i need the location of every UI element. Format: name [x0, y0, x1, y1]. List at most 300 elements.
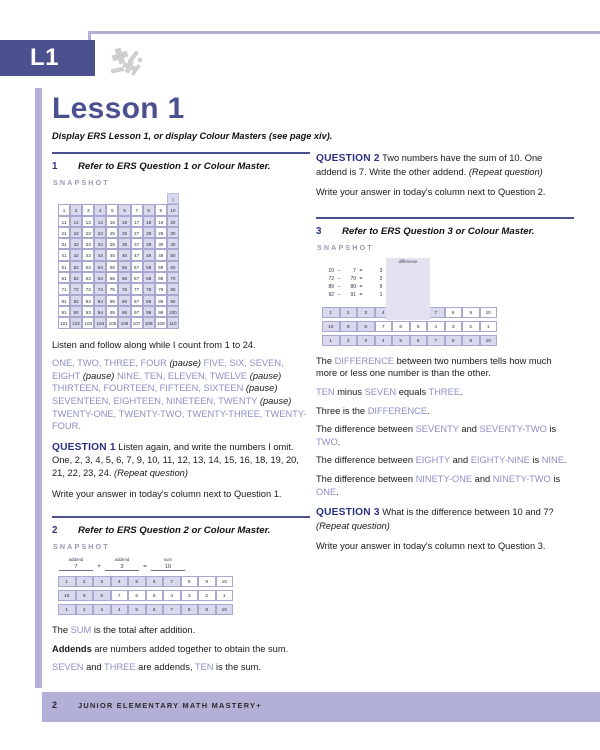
chart-spacer: [58, 193, 167, 204]
top-rule: [88, 31, 600, 34]
strip-cell: 5: [128, 604, 146, 615]
addend-2-value: 3: [105, 564, 139, 572]
snapshot-label-2: SNAPSHOT: [53, 542, 110, 552]
minus-operator: –: [337, 267, 341, 274]
text-run: .: [336, 486, 339, 497]
difference-row: [322, 267, 430, 275]
sum-definition-pre: The: [52, 625, 71, 636]
count-instruction: Listen and follow along while I count from 1 to 24.: [52, 339, 256, 350]
strip-cell: 8: [181, 604, 199, 615]
chart-cell: 14: [94, 216, 106, 227]
text-run: and: [472, 473, 493, 484]
text-run: .: [460, 386, 463, 397]
chart-row: [58, 249, 310, 260]
page-title: Lesson 1: [52, 92, 185, 125]
chart-cell: 109: [155, 317, 167, 328]
text-run: EIGHTY: [415, 455, 451, 466]
minuend: 72: [328, 275, 334, 282]
strip-cell: 6: [146, 576, 164, 587]
text-run: (pause): [169, 358, 204, 369]
footer-notch: [0, 692, 42, 722]
addend-1-label: addend: [68, 557, 84, 563]
strip-cell: 8: [181, 576, 199, 587]
chart-cell: 23: [82, 227, 94, 238]
text-run: ONE, TWO, THREE, FOUR: [52, 358, 170, 369]
chart-cell: 4: [94, 204, 106, 215]
strip-cell: 1: [322, 307, 340, 318]
math-symbols-icon: [103, 40, 151, 86]
hundred-chart: [58, 193, 310, 329]
question-1-repeat: (Repeat question): [114, 467, 188, 478]
text-run: (pause): [82, 370, 117, 381]
chart-cell: 29: [155, 227, 167, 238]
section-rule-2: [52, 516, 310, 518]
text-run: DIFFERENCE: [334, 355, 395, 366]
strip-cell: 1: [58, 604, 76, 615]
lesson-badge-label: L1: [30, 44, 60, 71]
left-accent-bar: [35, 88, 42, 688]
minus-operator: –: [337, 275, 341, 282]
chart-cell: 33: [82, 238, 94, 249]
addends-term: Addends: [52, 643, 92, 654]
strip-cell: 9: [198, 604, 216, 615]
strip-cell: 9: [340, 321, 358, 332]
chart-cell: 107: [131, 317, 143, 328]
chart-cell: 60: [167, 261, 179, 272]
chart-cell: 82: [70, 295, 82, 306]
chart-cell: 50: [167, 249, 179, 260]
strip-cell: 6: [146, 604, 164, 615]
chart-cell: 68: [143, 272, 155, 283]
sum-value: 10: [151, 564, 185, 572]
difference-value: 3: [379, 267, 383, 274]
text-run: THREE: [428, 386, 461, 397]
strip-cell: 8: [445, 307, 463, 318]
question-1-block: [52, 441, 310, 480]
chart-cell: 47: [131, 249, 143, 260]
chart-cell: 78: [143, 283, 155, 294]
sum-term: SUM: [70, 625, 92, 636]
chart-row: [58, 306, 310, 317]
strip-cell: 6: [392, 321, 410, 332]
strip-cell: 4: [375, 335, 393, 346]
chart-cell: 36: [118, 238, 130, 249]
text-run: minus: [334, 386, 365, 397]
chart-cell: 2: [70, 204, 82, 215]
chart-cell: 57: [131, 261, 143, 272]
strip-cell: 4: [375, 307, 393, 318]
text-run: (pause): [245, 383, 278, 394]
chart-row: [58, 261, 310, 272]
chart-cell: 72: [70, 283, 82, 294]
chart-cell: 19: [155, 216, 167, 227]
right-column: [316, 152, 574, 561]
strip-cell: 2: [340, 335, 358, 346]
minuend: 89: [328, 283, 334, 290]
chart-cell: 70: [167, 272, 179, 283]
sum-definition-post: is the total after addition.: [91, 625, 196, 636]
strip-cell: 3: [93, 576, 111, 587]
strip-cell: 10: [480, 307, 498, 318]
question-2-repeat: (Repeat question): [468, 166, 543, 177]
chart-cell: 17: [131, 216, 143, 227]
chart-cell: 63: [82, 272, 94, 283]
left-column: [52, 152, 310, 682]
number-strips-left: [52, 576, 310, 615]
addends-example: [52, 661, 310, 674]
text-run: The: [316, 355, 335, 366]
text-run: NINETY-ONE: [415, 473, 473, 484]
question-2-text: Two numbers have the sum of 10. One addend is 7. Write the other addend.: [316, 153, 543, 177]
chart-cell: 93: [82, 306, 94, 317]
text-run: is: [550, 473, 561, 484]
strip-cell: 7: [427, 307, 445, 318]
line-three-is-difference: [316, 405, 574, 418]
chart-cell: 71: [58, 283, 70, 294]
difference-row: [322, 275, 430, 283]
question-3-block: [316, 506, 574, 532]
chart-cell: 59: [155, 261, 167, 272]
text-run: and: [450, 455, 471, 466]
text-run: TEN: [316, 386, 335, 397]
chart-cell: 92: [70, 306, 82, 317]
chart-cell: 76: [118, 283, 130, 294]
strip-cell: 4: [163, 590, 181, 601]
strip-cell: 4: [427, 321, 445, 332]
chart-row: [58, 227, 310, 238]
chart-top-row: [58, 193, 310, 204]
chart-cell: 88: [143, 295, 155, 306]
subtrahend: 91: [350, 291, 356, 298]
chart-cell: 26: [118, 227, 130, 238]
chart-cell: 39: [155, 238, 167, 249]
strip-cell: 2: [198, 590, 216, 601]
sum-definition: [52, 624, 310, 637]
chart-cell: 30: [167, 227, 179, 238]
chart-cell: 101: [58, 317, 70, 328]
equals-operator: =: [359, 291, 363, 298]
chart-cell: 75: [106, 283, 118, 294]
text-run: THREE: [104, 662, 136, 673]
sum: [150, 557, 186, 571]
chart-cell: 56: [118, 261, 130, 272]
question-2-block: [316, 152, 574, 178]
strip-cell: 1: [58, 576, 76, 587]
strip-cell: 2: [76, 576, 94, 587]
chart-cell: 81: [58, 295, 70, 306]
chart-cell: 5: [106, 204, 118, 215]
question-1-answer-line: Write your answer in today's column next to Question 1.: [52, 488, 282, 499]
chart-cell: 80: [167, 283, 179, 294]
text-run: EIGHTY-NINE: [470, 455, 530, 466]
strip-cell: 10: [322, 321, 340, 332]
chart-cell: 41: [58, 249, 70, 260]
chart-cell: 44: [94, 249, 106, 260]
addend-2: [104, 557, 140, 571]
item-2-number: 2: [52, 525, 58, 537]
chart-cell: 69: [155, 272, 167, 283]
strip-cell: 7: [375, 321, 393, 332]
text-run: FIVE, SIX, SEVEN, EIGHT: [52, 358, 284, 381]
chart-cell: 58: [143, 261, 155, 272]
question-2-label: QUESTION 2: [316, 153, 380, 164]
chart-cell: 87: [131, 295, 143, 306]
difference-table: [322, 258, 430, 299]
chart-cell: 91: [58, 306, 70, 317]
text-run: SEVENTY: [415, 424, 459, 435]
minuend: 10: [328, 267, 334, 274]
equals-operator: =: [359, 275, 363, 282]
strip-cell: 9: [198, 576, 216, 587]
chart-cell: 9: [155, 204, 167, 215]
subtrahend: 80: [350, 283, 356, 290]
strip-cell: 1: [322, 335, 340, 346]
chart-cell: 22: [70, 227, 82, 238]
chart-cell: 10: [167, 204, 179, 215]
chart-cell: 24: [94, 227, 106, 238]
equals-operator: =: [359, 267, 363, 274]
section-rule: [52, 152, 310, 154]
text-run: .: [563, 455, 567, 466]
operator-equals: =: [143, 564, 147, 571]
number-strip: [58, 590, 310, 601]
minus-operator: –: [337, 291, 341, 298]
item-3-heading: [316, 226, 574, 237]
line-eighty: [316, 454, 574, 467]
strip-cell: 7: [163, 604, 181, 615]
chart-cell: 105: [106, 317, 118, 328]
strip-cell: 9: [76, 590, 94, 601]
spacer: [52, 508, 310, 516]
chart-cell: 43: [82, 249, 94, 260]
number-strip: [322, 321, 574, 332]
strip-cell: 2: [462, 321, 480, 332]
text-run: and: [458, 424, 480, 435]
page-number: 2: [52, 700, 58, 710]
text-run: equals: [396, 386, 429, 397]
chart-cell: 89: [155, 295, 167, 306]
strip-cell: 10: [480, 335, 498, 346]
chart-cell: 51: [58, 261, 70, 272]
chart-cell: 55: [106, 261, 118, 272]
chart-cell: 90: [167, 295, 179, 306]
addend-1: [58, 557, 94, 571]
item-3-number: 3: [316, 225, 322, 237]
chart-cell: 16: [118, 216, 130, 227]
subtrahend: 70: [350, 275, 356, 282]
item-3-reference: Refer to ERS Question 3 or Colour Master.: [342, 225, 535, 237]
strip-cell: 7: [111, 590, 129, 601]
text-run: .: [337, 436, 341, 447]
sum-label: sum: [163, 557, 173, 563]
minus-operator: –: [337, 283, 341, 290]
strip-cell: 10: [216, 604, 234, 615]
chart-cell: 103: [82, 317, 94, 328]
item-2-heading: [52, 525, 310, 536]
chart-cell: 53: [82, 261, 94, 272]
count-sequence: [52, 357, 310, 433]
chart-cell: 104: [94, 317, 106, 328]
text-run: between two numbers tells how much more or less one number is than the other.: [316, 355, 552, 379]
text-run: (pause): [249, 370, 282, 381]
chart-cell: 13: [82, 216, 94, 227]
strip-cell: 7: [163, 576, 181, 587]
chart-cell: 54: [94, 261, 106, 272]
strip-cell: 8: [445, 335, 463, 346]
chart-cell: 106: [118, 317, 130, 328]
snapshot-label-3: SNAPSHOT: [317, 242, 374, 252]
display-instruction: Display ERS Lesson 1, or display Colour Masters (see page xiv).: [52, 131, 333, 141]
item-1-number: 1: [52, 161, 58, 172]
strip-cell: 5: [128, 576, 146, 587]
text-run: TWENTY-ONE, TWENTY-TWO, TWENTY-THREE, TWENTY-FOUR.: [52, 408, 307, 432]
text-run: NINE: [541, 455, 564, 466]
question-3-text: What is the difference between 10 and 7?: [382, 507, 554, 518]
chart-cell: 52: [70, 261, 82, 272]
question-2-answer-line: Write your answer in today's column next to Question 2.: [316, 187, 546, 198]
strip-cell: 5: [392, 335, 410, 346]
chart-cell: 46: [118, 249, 130, 260]
chart-cell: 85: [106, 295, 118, 306]
chart-row: [58, 317, 310, 328]
chart-cell: 8: [143, 204, 155, 215]
text-run: DIFFERENCE: [367, 405, 428, 416]
chart-cell: 3: [82, 204, 94, 215]
text-run: NINE, TEN, ELEVEN, TWELVE: [116, 370, 250, 381]
chart-cell: 28: [143, 227, 155, 238]
difference-value: 2: [379, 275, 383, 282]
book-title: JUNIOR ELEMENTARY MATH MASTERY+: [78, 701, 262, 710]
strip-cell: 4: [111, 604, 129, 615]
chart-cell: 61: [58, 272, 70, 283]
chart-cell: 42: [70, 249, 82, 260]
number-strips-right: [316, 307, 574, 346]
strip-cell: 8: [93, 590, 111, 601]
chart-cell: 25: [106, 227, 118, 238]
chart-cell: 84: [94, 295, 106, 306]
item-1-heading: [52, 161, 310, 172]
chart-cell: 12: [70, 216, 82, 227]
number-strip: [58, 576, 310, 587]
chart-row: [58, 283, 310, 294]
line-ninety: [316, 473, 574, 498]
chart-cell: 79: [155, 283, 167, 294]
chart-cell: 6: [118, 204, 130, 215]
strip-cell: 1: [216, 590, 234, 601]
text-run: is: [529, 455, 542, 466]
chart-cell: 64: [94, 272, 106, 283]
text-run: NINETY-TWO: [492, 473, 551, 484]
chart-cell: 45: [106, 249, 118, 260]
difference-row: [322, 283, 430, 291]
text-run: The difference between: [316, 424, 416, 435]
text-run: TEN: [194, 662, 214, 673]
strip-cell: 1: [480, 321, 498, 332]
chart-cell: 65: [106, 272, 118, 283]
number-strip: [322, 307, 574, 318]
question-3-repeat: (Repeat question): [316, 520, 390, 531]
chart-cell: 1: [58, 204, 70, 215]
text-run: is: [546, 424, 557, 435]
question-3-answer-line: Write your answer in today's column next to Question 3.: [316, 541, 546, 552]
strip-cell: 9: [462, 335, 480, 346]
difference-value: 9: [379, 283, 383, 290]
chart-cell: 15: [106, 216, 118, 227]
chart-cell: 7: [131, 204, 143, 215]
chart-cell: 32: [70, 238, 82, 249]
equals-operator: =: [359, 283, 363, 290]
difference-header-label: difference: [398, 258, 418, 264]
chart-cell: 110: [167, 317, 179, 328]
strip-cell: 10: [216, 576, 234, 587]
strip-cell: 8: [357, 321, 375, 332]
question-3-label: QUESTION 3: [316, 507, 380, 519]
text-run: The difference between: [316, 455, 416, 466]
chart-cell: 83: [82, 295, 94, 306]
text-run: and: [83, 662, 105, 673]
chart-cell: 48: [143, 249, 155, 260]
number-strip: [58, 604, 310, 615]
strip-cell: 10: [58, 590, 76, 601]
difference-value: 1: [379, 291, 383, 298]
strip-cell: 3: [181, 590, 199, 601]
chart-cell: 38: [143, 238, 155, 249]
difference-definition: [316, 355, 574, 380]
strip-cell: 7: [427, 335, 445, 346]
addend-equation: [58, 557, 310, 571]
snapshot-label-1: SNAPSHOT: [53, 178, 110, 187]
chart-cell: 95: [106, 306, 118, 317]
minuend: 92: [328, 291, 334, 298]
addends-definition-post: are numbers added together to obtain the sum.: [91, 643, 289, 654]
subtrahend: 7: [353, 267, 356, 274]
chart-cell: 18: [143, 216, 155, 227]
question-1-text: Listen again, and write the numbers I omit. One, 2, 3, 4, 5, 6, 7, 9, 10, 11, 12, 13, 14, 15, 16, 18, 19, 20, 21, 22, 23, 24.: [52, 441, 299, 478]
chart-cell: 98: [143, 306, 155, 317]
chart-cell: 35: [106, 238, 118, 249]
chart-cell: 102: [70, 317, 82, 328]
chart-row: [58, 204, 310, 215]
lesson-badge: [0, 40, 95, 76]
difference-rows: [322, 258, 430, 299]
text-run: is the sum.: [213, 662, 261, 673]
text-run: SEVEN: [364, 386, 397, 397]
strip-cell: 3: [357, 335, 375, 346]
addend-1-value: 7: [59, 564, 93, 572]
chart-cell: 97: [131, 306, 143, 317]
strip-cell: 9: [462, 307, 480, 318]
spacer-right: [316, 207, 574, 217]
chart-cell: 73: [82, 283, 94, 294]
text-run: SEVENTEEN, EIGHTEEN, NINETEEN, TWENTY: [52, 395, 260, 406]
chart-cell: 37: [131, 238, 143, 249]
chart-row: [58, 295, 310, 306]
text-run: Three is the: [316, 405, 368, 416]
text-run: ONE: [316, 486, 337, 497]
chart-cell: 0: [167, 193, 179, 204]
addend-2-label: addend: [114, 557, 130, 563]
chart-cell: 11: [58, 216, 70, 227]
chart-cell: 67: [131, 272, 143, 283]
line-seventy: [316, 423, 574, 448]
strip-cell: 6: [128, 590, 146, 601]
chart-cell: 74: [94, 283, 106, 294]
strip-cell: 4: [111, 576, 129, 587]
text-run: SEVENTY-TWO: [479, 424, 547, 435]
item-2-reference: Refer to ERS Question 2 or Colour Master.: [78, 525, 271, 537]
difference-row: [322, 291, 430, 299]
strip-cell: 5: [146, 590, 164, 601]
